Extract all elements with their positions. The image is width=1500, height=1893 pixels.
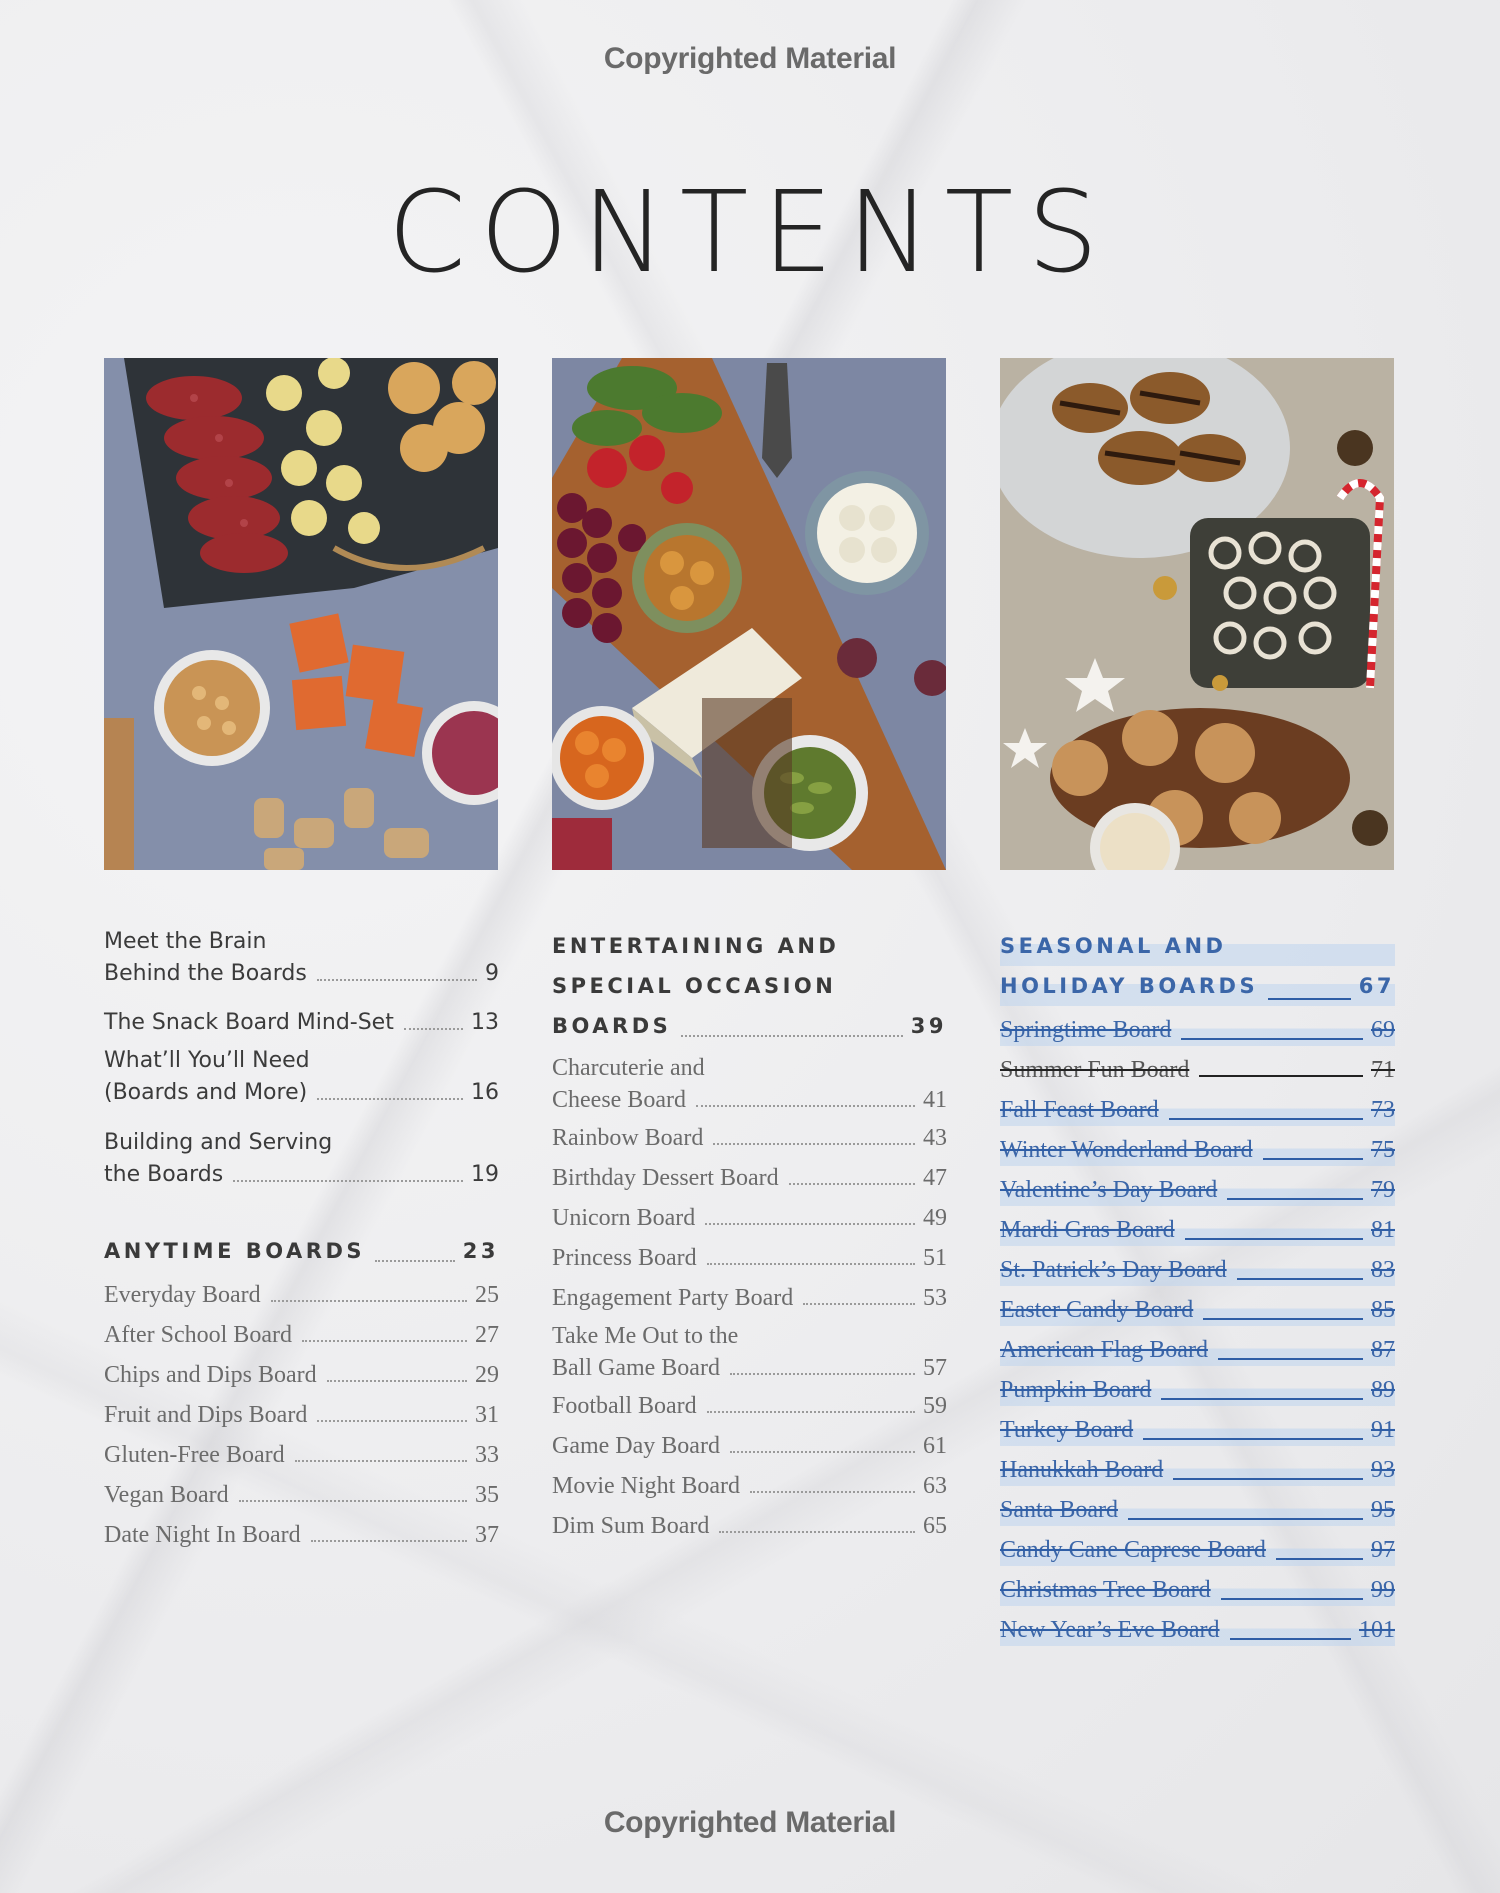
toc-leader-dots [1221, 1598, 1363, 1600]
toc-page-number: 97 [1371, 1537, 1395, 1563]
toc-entry [1000, 1334, 1395, 1366]
toc-entry-title: Summer Fun Board [1000, 1057, 1190, 1083]
toc-page-number: 29 [475, 1362, 499, 1388]
toc-entry-title: Hanukkah Board [1000, 1457, 1164, 1483]
toc-entry-title: Meet the Brain [104, 929, 267, 954]
toc-leader-dots [719, 1531, 915, 1533]
toc-entry-title: ANYTIME BOARDS [104, 1239, 365, 1263]
toc-page-number: 59 [923, 1393, 947, 1419]
toc-entry-title: Charcuterie and [552, 1055, 705, 1081]
toc-entry [552, 1430, 947, 1462]
toc-entry [1000, 1454, 1395, 1486]
toc-entry [1000, 1494, 1395, 1526]
toc-entry-title: ENTERTAINING AND [552, 934, 840, 958]
toc-section-heading [552, 926, 947, 1046]
toc-entry-title: Candy Cane Caprese Board [1000, 1537, 1266, 1563]
toc-page-number: 37 [475, 1522, 499, 1548]
toc-leader-dots [681, 1035, 902, 1037]
toc-page-number: 87 [1371, 1337, 1395, 1363]
toc-entry [1000, 1614, 1395, 1646]
toc-entry-title: the Boards [104, 1162, 224, 1187]
toc-page-number: 85 [1371, 1297, 1395, 1323]
toc-entry [104, 1479, 499, 1511]
toc-leader-dots [1143, 1438, 1363, 1440]
toc-leader-dots [789, 1183, 915, 1185]
toc-entry-title: American Flag Board [1000, 1337, 1208, 1363]
toc-leader-dots [1185, 1238, 1363, 1240]
toc-entry-title: Valentine’s Day Board [1000, 1177, 1218, 1203]
toc-leader-dots [317, 1098, 463, 1100]
toc-entry [1000, 1094, 1395, 1126]
toc-leader-dots [327, 1380, 467, 1382]
toc-page-number: 75 [1371, 1137, 1395, 1163]
toc-page-number: 65 [923, 1513, 947, 1539]
toc-entry-title: After School Board [104, 1322, 292, 1348]
toc-leader-dots [233, 1180, 463, 1182]
toc-entry-title: Everyday Board [104, 1282, 261, 1308]
toc-entry-title: Princess Board [552, 1245, 697, 1271]
toc-entry-title: Springtime Board [1000, 1017, 1172, 1043]
toc-entry [1000, 1294, 1395, 1326]
toc-leader-dots [730, 1373, 915, 1375]
toc-entry-title: Ball Game Board [552, 1355, 720, 1381]
page-title: CONTENTS [387, 168, 1113, 298]
toc-entry [552, 1282, 947, 1314]
toc-leader-dots [707, 1411, 915, 1413]
toc-entry-title: Christmas Tree Board [1000, 1577, 1211, 1603]
toc-page-number: 91 [1371, 1417, 1395, 1443]
toc-page-number: 41 [923, 1087, 947, 1113]
toc-leader-dots [1227, 1198, 1363, 1200]
toc-page-number: 27 [475, 1322, 499, 1348]
toc-leader-dots [1230, 1638, 1351, 1640]
toc-entry [1000, 1134, 1395, 1166]
toc-leader-dots [1199, 1075, 1363, 1077]
toc-leader-dots [1268, 998, 1351, 1000]
toc-page-number: 63 [923, 1473, 947, 1499]
toc-page-number: 67 [1358, 974, 1395, 998]
toc-entry-title: Pumpkin Board [1000, 1377, 1152, 1403]
toc-entry [104, 926, 499, 990]
toc-leader-dots [696, 1105, 915, 1107]
toc-leader-dots [1263, 1158, 1363, 1160]
toc-entry-title: SEASONAL AND [1000, 934, 1227, 958]
toc-entry-title: Engagement Party Board [552, 1285, 794, 1311]
toc-leader-dots [1161, 1398, 1363, 1400]
toc-entry [104, 1399, 499, 1431]
toc-leader-dots [707, 1263, 915, 1265]
toc-entry [552, 1470, 947, 1502]
toc-page-number: 83 [1371, 1257, 1395, 1283]
toc-entry-title: Unicorn Board [552, 1205, 696, 1231]
toc-entry-title: Vegan Board [104, 1482, 229, 1508]
toc-page-number: 79 [1371, 1177, 1395, 1203]
toc-leader-dots [302, 1340, 467, 1342]
toc-page-number: 53 [923, 1285, 947, 1311]
toc-entry-title: Rainbow Board [552, 1125, 704, 1151]
toc-page-number: 57 [923, 1355, 947, 1381]
toc-entry-title: Santa Board [1000, 1497, 1118, 1523]
toc-entry [1000, 1574, 1395, 1606]
toc-entry [552, 1052, 947, 1116]
toc-entry-title: Building and Serving [104, 1130, 333, 1155]
toc-column-3 [1000, 918, 1395, 1646]
charcuterie-board-photo [552, 358, 946, 870]
toc-page-number: 31 [475, 1402, 499, 1428]
toc-entry [104, 1127, 499, 1191]
toc-leader-dots [1276, 1558, 1363, 1560]
toc-page-number: 101 [1359, 1617, 1395, 1643]
toc-page-number: 73 [1371, 1097, 1395, 1123]
toc-column-2 [552, 918, 947, 1542]
toc-entry [1000, 1374, 1395, 1406]
toc-entry [1000, 1214, 1395, 1246]
toc-entry [104, 1045, 499, 1109]
toc-entry [1000, 1414, 1395, 1446]
toc-entry-title: St. Patrick’s Day Board [1000, 1257, 1227, 1283]
toc-page-number: 71 [1371, 1057, 1395, 1083]
toc-entry-title: Football Board [552, 1393, 697, 1419]
toc-page-number: 47 [923, 1165, 947, 1191]
toc-entry-title: Movie Night Board [552, 1473, 740, 1499]
toc-entry-title: Turkey Board [1000, 1417, 1134, 1443]
toc-entry-title: Take Me Out to the [552, 1323, 739, 1349]
toc-page-number: 51 [923, 1245, 947, 1271]
toc-entry [552, 1320, 947, 1384]
snack-board-photo [104, 358, 498, 870]
toc-entry [104, 1007, 499, 1039]
toc-entry-title: Mardi Gras Board [1000, 1217, 1175, 1243]
toc-entry [104, 1519, 499, 1551]
toc-entry [1000, 1014, 1395, 1046]
toc-leader-dots [317, 1420, 467, 1422]
toc-leader-dots [1128, 1518, 1363, 1520]
toc-entry-title: Fruit and Dips Board [104, 1402, 308, 1428]
toc-entry-title: BOARDS [552, 1014, 672, 1038]
toc-entry-title: Dim Sum Board [552, 1513, 710, 1539]
toc-entry-title: SPECIAL OCCASION [552, 974, 837, 998]
toc-leader-dots [317, 979, 477, 981]
toc-leader-dots [713, 1143, 915, 1145]
toc-leader-dots [375, 1260, 455, 1262]
toc-page-number: 19 [471, 1162, 499, 1187]
toc-page-number: 99 [1371, 1577, 1395, 1603]
toc-entry-title: HOLIDAY BOARDS [1000, 974, 1259, 998]
toc-page-number: 25 [475, 1282, 499, 1308]
toc-leader-dots [1218, 1358, 1363, 1360]
toc-entry-title: Cheese Board [552, 1087, 686, 1113]
toc-entry [104, 1439, 499, 1471]
copyright-footer: Copyrighted Material [603, 1806, 897, 1839]
toc-entry-title: Fall Feast Board [1000, 1097, 1159, 1123]
toc-entry [552, 1510, 947, 1542]
toc-entry [104, 1319, 499, 1351]
toc-entry [552, 1390, 947, 1422]
toc-leader-dots [1181, 1038, 1363, 1040]
toc-column-1 [104, 918, 499, 1551]
toc-page-number: 35 [475, 1482, 499, 1508]
toc-entry-title: Easter Candy Board [1000, 1297, 1194, 1323]
toc-page-number: 9 [485, 961, 499, 986]
toc-leader-dots [705, 1223, 915, 1225]
toc-leader-dots [295, 1460, 467, 1462]
toc-leader-dots [1203, 1318, 1363, 1320]
toc-page-number: 43 [923, 1125, 947, 1151]
toc-entry-title: Behind the Boards [104, 961, 307, 986]
toc-entry [104, 1279, 499, 1311]
toc-section-heading [1000, 926, 1395, 1006]
toc-leader-dots [1237, 1278, 1363, 1280]
toc-entry-title: The Snack Board Mind-Set [104, 1010, 394, 1035]
toc-entry [104, 1359, 499, 1391]
toc-entry-title: (Boards and More) [104, 1080, 308, 1105]
toc-page-number: 23 [462, 1239, 499, 1263]
toc-entry-title: Winter Wonderland Board [1000, 1137, 1253, 1163]
toc-page-number: 33 [475, 1442, 499, 1468]
toc-leader-dots [239, 1500, 467, 1502]
toc-entry [1000, 1254, 1395, 1286]
toc-entry [1000, 1534, 1395, 1566]
toc-section-heading [104, 1231, 499, 1271]
toc-entry [1000, 1174, 1395, 1206]
toc-page-number: 95 [1371, 1497, 1395, 1523]
toc-page-number: 69 [1371, 1017, 1395, 1043]
toc-entry-title: Date Night In Board [104, 1522, 301, 1548]
toc-leader-dots [311, 1540, 467, 1542]
toc-entry-title: Chips and Dips Board [104, 1362, 317, 1388]
toc-leader-dots [730, 1451, 915, 1453]
holiday-board-photo [1000, 358, 1394, 870]
toc-entry [552, 1162, 947, 1194]
toc-leader-dots [750, 1491, 915, 1493]
toc-page-number: 39 [910, 1014, 947, 1038]
toc-leader-dots [1173, 1478, 1363, 1480]
toc-page-number: 81 [1371, 1217, 1395, 1243]
copyright-header: Copyrighted Material [603, 42, 897, 75]
toc-entry [552, 1242, 947, 1274]
toc-page-number: 49 [923, 1205, 947, 1231]
toc-page-number: 13 [471, 1010, 499, 1035]
toc-leader-dots [803, 1303, 915, 1305]
toc-entry [552, 1122, 947, 1154]
toc-entry-title: Birthday Dessert Board [552, 1165, 779, 1191]
toc-page-number: 61 [923, 1433, 947, 1459]
toc-page-number: 89 [1371, 1377, 1395, 1403]
toc-leader-dots [271, 1300, 467, 1302]
toc-entry-title: Gluten-Free Board [104, 1442, 285, 1468]
toc-page-number: 16 [471, 1080, 499, 1105]
toc-entry [552, 1202, 947, 1234]
toc-entry-title: New Year’s Eve Board [1000, 1617, 1220, 1643]
toc-leader-dots [404, 1028, 463, 1030]
toc-entry-title: Game Day Board [552, 1433, 720, 1459]
toc-entry [1000, 1054, 1395, 1086]
toc-leader-dots [1169, 1118, 1363, 1120]
toc-entry-title: What’ll You’ll Need [104, 1048, 310, 1073]
toc-page-number: 93 [1371, 1457, 1395, 1483]
